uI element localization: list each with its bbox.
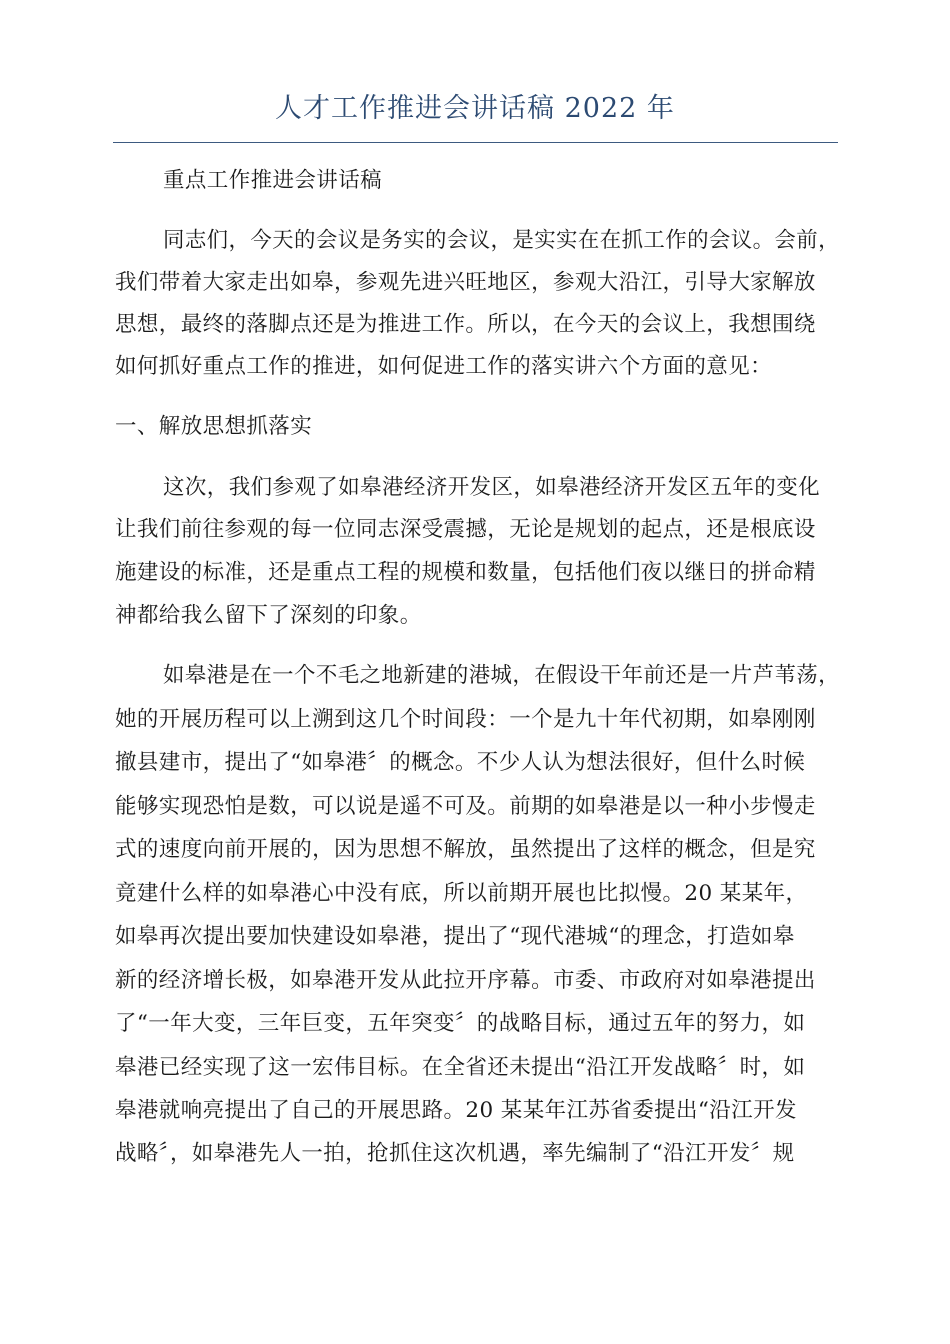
paragraph-line: 竟建什么样的如皋港心中没有底，所以前期开展也比拟慢。20 某某年， <box>115 881 808 906</box>
subtitle: 重点工作推进会讲话稿 <box>163 168 383 193</box>
paragraph-line: 新的经济增长极，如皋港开发从此拉开序幕。市委、市政府对如皋港提出 <box>115 968 816 993</box>
paragraph-line: 这次，我们参观了如皋港经济开发区，如皋港经济开发区五年的变化 <box>163 475 821 500</box>
paragraph-line: 皋港已经实现了这一宏伟目标。在全省还未提出“沿江开发战略〞时，如 <box>115 1055 806 1080</box>
paragraph-line: 施建设的标准，还是重点工程的规模和数量，包括他们夜以继日的拼命精 <box>115 560 816 585</box>
paragraph-line: 了“一年大变，三年巨变，五年突变〞的战略目标，通过五年的努力，如 <box>115 1011 806 1036</box>
paragraph-line: 神都给我么留下了深刻的印象。 <box>115 603 422 628</box>
paragraph-line: 思想，最终的落脚点还是为推进工作。所以，在今天的会议上，我想围绕 <box>115 312 816 337</box>
paragraph-line: 如皋再次提出要加快建设如皋港，提出了“现代港城“的理念，打造如皋 <box>115 924 795 949</box>
title-divider <box>113 142 838 143</box>
paragraph-line: 她的开展历程可以上溯到这几个时间段：一个是九十年代初期，如皋刚刚 <box>115 707 816 732</box>
paragraph-line: 战略〞，如皋港先人一拍，抢抓住这次机遇，率先编制了“沿江开发〞规 <box>115 1141 795 1166</box>
section-heading: 一、解放思想抓落实 <box>115 414 313 439</box>
paragraph-line: 我们带着大家走出如皋，参观先进兴旺地区，参观大沿江，引导大家解放 <box>115 270 816 295</box>
paragraph-line: 如皋港是在一个不毛之地新建的港城，在假设干年前还是一片芦苇荡， <box>163 663 840 688</box>
paragraph-line: 能够实现恐怕是数，可以说是遥不可及。前期的如皋港是以一种小步慢走 <box>115 794 816 819</box>
paragraph-line: 同志们，今天的会议是务实的会议，是实实在在抓工作的会议。会前， <box>163 228 840 253</box>
paragraph-line: 如何抓好重点工作的推进，如何促进工作的落实讲六个方面的意见： <box>115 354 773 379</box>
document-title: 人才工作推进会讲话稿 2022 年 <box>275 93 675 124</box>
paragraph-line: 撤县建市，提出了“如皋港〞的概念。不少人认为想法很好，但什么时候 <box>115 750 806 775</box>
paragraph-line: 式的速度向前开展的，因为思想不解放，虽然提出了这样的概念，但是究 <box>115 837 816 862</box>
paragraph-line: 皋港就响亮提出了自己的开展思路。20 某某年江苏省委提出“沿江开发 <box>115 1098 797 1123</box>
paragraph-line: 让我们前往参观的每一位同志深受震撼，无论是规划的起点，还是根底设 <box>115 517 816 542</box>
